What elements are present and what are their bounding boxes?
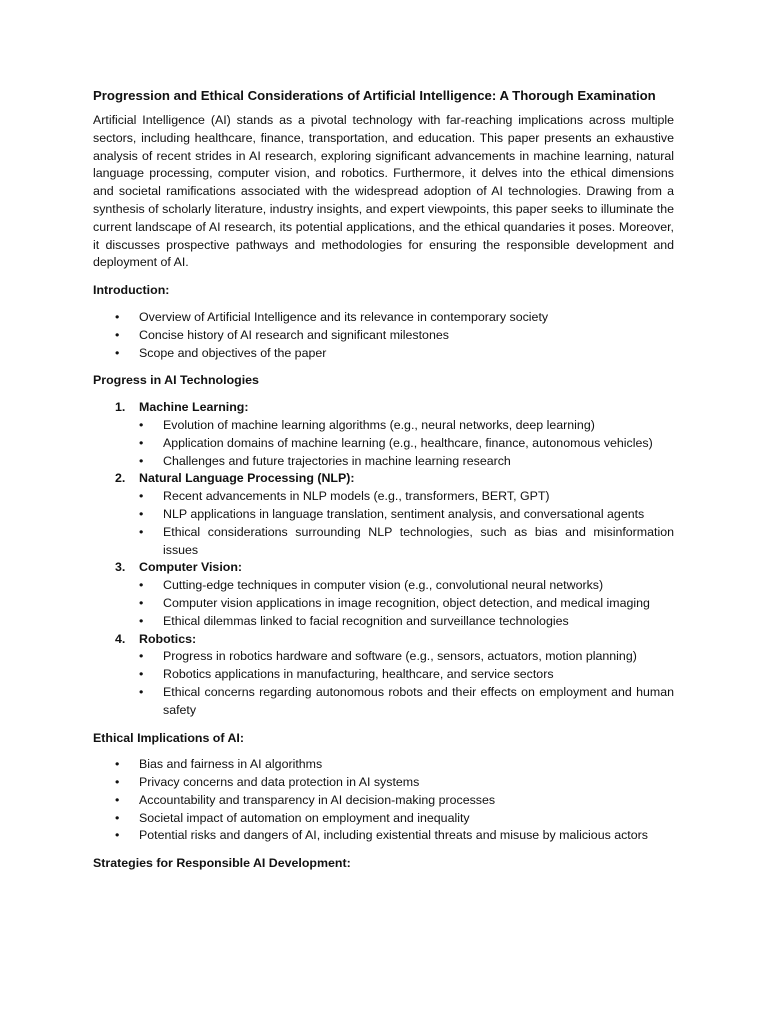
- section-title: Natural Language Processing (NLP):: [139, 471, 355, 486]
- ethics-list: [93, 756, 674, 845]
- list-item: • Ethical concerns regarding autonomous robots and their effects on employment and human safety: [139, 684, 674, 717]
- bullet-icon: •: [115, 810, 120, 825]
- list-item: • Challenges and future trajectories in machine learning research: [139, 453, 674, 471]
- section-machine-learning: [93, 399, 674, 470]
- list-item: • Bias and fairness in AI algorithms: [93, 756, 674, 774]
- section-title: Robotics:: [139, 631, 197, 646]
- bullet-icon: •: [115, 775, 120, 790]
- bullet-icon: •: [139, 667, 144, 682]
- bullet-icon: •: [139, 524, 144, 539]
- bullet-icon: •: [139, 489, 144, 504]
- list-item: • Privacy concerns and data protection in AI systems: [93, 774, 674, 792]
- section-computer-vision: [93, 559, 674, 630]
- list-item: • Application domains of machine learning (e.g., healthcare, finance, autonomous vehicles): [139, 435, 674, 453]
- section-number: 3.: [115, 560, 126, 575]
- section-number: 1.: [115, 400, 126, 415]
- section-title: Machine Learning:: [139, 400, 249, 415]
- bullet-icon: •: [139, 684, 144, 699]
- section-robotics: [93, 631, 674, 720]
- abstract-paragraph: Artificial Intelligence (AI) stands as a pivotal technology with far-reaching implications across multiple sectors, including healthcare, finance, transportation, and education. This paper presents an exhaustive analysis of recent strides in AI research, exploring significant advancements in machine learning, natural language processing, computer vision, and robotics. Furthermore, it delves into the ethical dimensions and societal ramifications associated with the widespread adoption of AI technologies. Drawing from a synthesis of scholarly literature, industry insights, and expert viewpoints, this paper seeks to illuminate the current landscape of AI research, its potential applications, and the ethical quandaries it poses. Moreover, it discusses prospective pathways and methodologies for ensuring the responsible development and deployment of AI.: [93, 113, 674, 270]
- section-title: Computer Vision:: [139, 560, 243, 575]
- list-item: • Progress in robotics hardware and software (e.g., sensors, actuators, motion planning): [139, 648, 674, 666]
- section-nlp: [93, 470, 674, 559]
- bullet-icon: •: [139, 417, 144, 432]
- progress-sections: [93, 399, 674, 719]
- bullet-icon: •: [115, 327, 120, 342]
- introduction-heading: Introduction:: [93, 283, 170, 298]
- bullet-icon: •: [139, 649, 144, 664]
- bullet-icon: •: [115, 309, 120, 324]
- list-item: • Potential risks and dangers of AI, including existential threats and misuse by malicious actors: [93, 827, 674, 845]
- bullet-icon: •: [115, 828, 120, 843]
- list-item: • Robotics applications in manufacturing, healthcare, and service sectors: [139, 666, 674, 684]
- paper-title: Progression and Ethical Considerations of Artificial Intelligence: A Thorough Examination: [93, 88, 656, 103]
- list-item: • Societal impact of automation on employment and inequality: [93, 810, 674, 828]
- list-item: • Recent advancements in NLP models (e.g., transformers, BERT, GPT): [139, 488, 674, 506]
- list-item: • Concise history of AI research and significant milestones: [93, 327, 674, 345]
- bullet-icon: •: [139, 453, 144, 468]
- list-item: • Computer vision applications in image recognition, object detection, and medical imaging: [139, 595, 674, 613]
- strategies-heading: Strategies for Responsible AI Development:: [93, 856, 351, 871]
- list-item: • Scope and objectives of the paper: [93, 345, 674, 363]
- list-item: • NLP applications in language translation, sentiment analysis, and conversational agents: [139, 506, 674, 524]
- section-number: 4.: [115, 631, 126, 646]
- list-item: • Evolution of machine learning algorithms (e.g., neural networks, deep learning): [139, 417, 674, 435]
- list-item: • Ethical considerations surrounding NLP technologies, such as bias and misinformation issues: [139, 524, 674, 557]
- list-item: • Ethical dilemmas linked to facial recognition and surveillance technologies: [139, 613, 674, 631]
- bullet-icon: •: [115, 757, 120, 772]
- bullet-icon: •: [139, 613, 144, 628]
- document-page: [93, 86, 674, 882]
- list-item: • Cutting-edge techniques in computer vision (e.g., convolutional neural networks): [139, 577, 674, 595]
- bullet-icon: •: [139, 506, 144, 521]
- bullet-icon: •: [139, 595, 144, 610]
- bullet-icon: •: [139, 435, 144, 450]
- progress-heading: Progress in AI Technologies: [93, 373, 259, 388]
- section-number: 2.: [115, 471, 126, 486]
- list-item: • Overview of Artificial Intelligence and its relevance in contemporary society: [93, 309, 674, 327]
- bullet-icon: •: [115, 345, 120, 360]
- bullet-icon: •: [139, 578, 144, 593]
- introduction-list: [93, 309, 674, 362]
- ethics-heading: Ethical Implications of AI:: [93, 730, 244, 745]
- list-item: • Accountability and transparency in AI decision-making processes: [93, 792, 674, 810]
- bullet-icon: •: [115, 792, 120, 807]
